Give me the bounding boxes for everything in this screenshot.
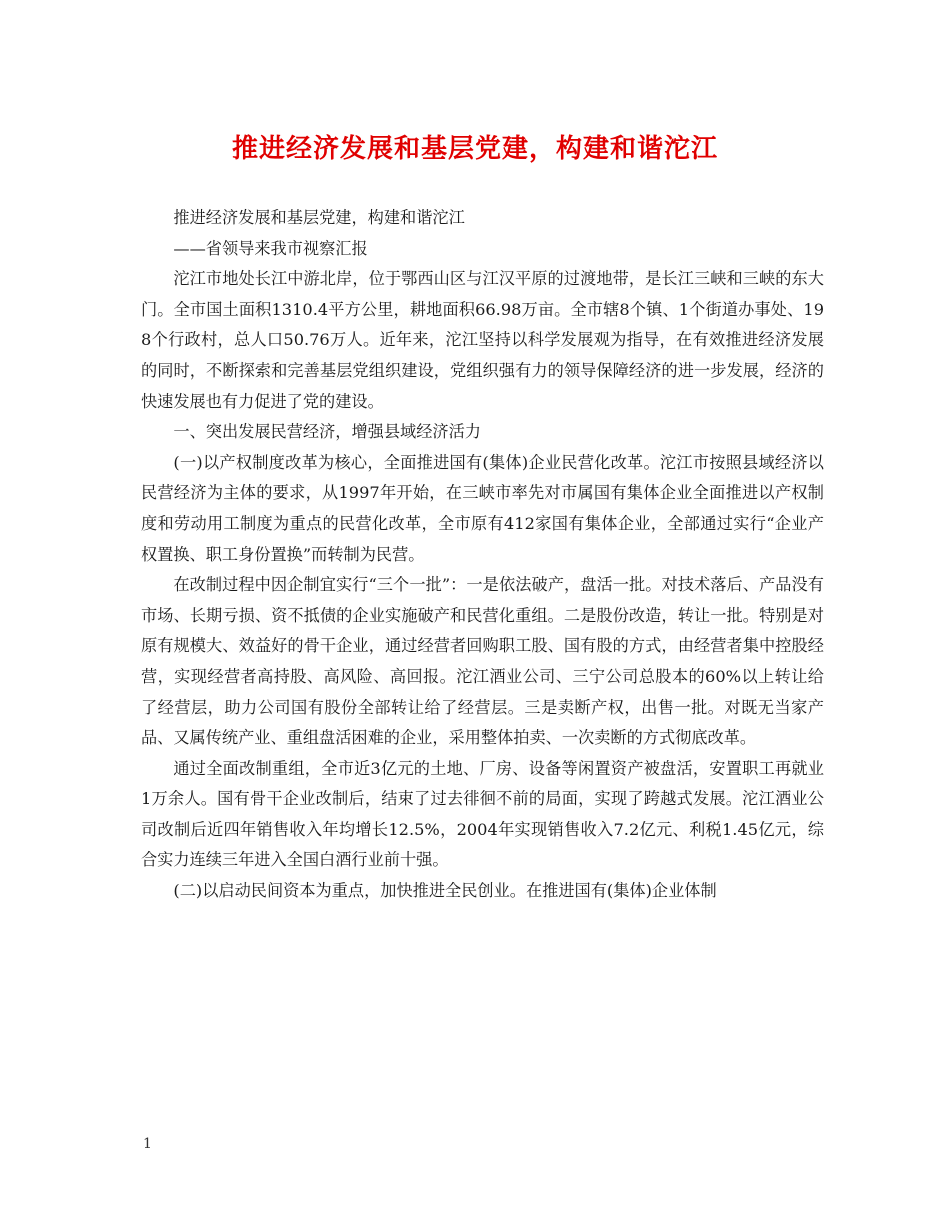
document-body <box>141 203 824 907</box>
paragraph-byline: ——省领导来我市视察汇报 <box>173 238 368 258</box>
section-heading: 一、突出发展民营经济，增强县域经济活力 <box>173 422 481 442</box>
page-number: 1 <box>143 1136 152 1152</box>
document-title: 推进经济发展和基层党建，构建和谐沱江 <box>231 134 718 164</box>
paragraph-reform: (一)以产权制度改革为核心，全面推进国有(集体)企业民营化改革。沱江市按照县域经济以民营经济为主体的要求，从1997年开始，在三峡市率先对市属国有集体企业全面推进以产权制度和劳动用工制度为重点的民营化改革，全市原有412家国有集体企业，全部通过实行“企业产权置换、职工身份置换”而转制为民营。 <box>141 452 824 564</box>
paragraph-private-capital: (二)以启动民间资本为重点，加快推进全民创业。在推进国有(集体)企业体制 <box>173 881 717 901</box>
paragraph-intro: 沱江市地处长江中游北岸，位于鄂西山区与江汉平原的过渡地带，是长江三峡和三峡的东大门。全市国土面积1310.4平方公里，耕地面积66.98万亩。全市辖8个镇、1个街道办事处、198个行政村，总人口50.76万人。近年来，沱江坚持以科学发展观为指导，在有效推进经济发展的同时，不断探索和完善基层党组织建设，党组织强有力的领导保障经济的进一步发展，经济的快速发展也有力促进了党的建设。 <box>141 269 824 411</box>
paragraph-three-batches: 在改制过程中因企制宜实行“三个一批”：一是依法破产，盘活一批。对技术落后、产品没有市场、长期亏损、资不抵债的企业实施破产和民营化重组。二是股份改造，转让一批。特别是对原有规模大、效益好的骨干企业，通过经营者回购职工股、国有股的方式，由经营者集中控股经营，实现经营者高持股、高风险、高回报。沱江酒业公司、三宁公司总股本的60%以上转让给了经营层，助力公司国有股份全部转让给了经营层。三是卖断产权，出售一批。对既无当家产品、又属传统产业、重组盘活困难的企业，采用整体拍卖、一次卖断的方式彻底改革。 <box>141 575 824 748</box>
paragraph-results: 通过全面改制重组，全市近3亿元的土地、厂房、设备等闲置资产被盘活，安置职工再就业1万余人。国有骨干企业改制后，结束了过去徘徊不前的局面，实现了跨越式发展。沱江酒业公司改制后近四年销售收入年均增长12.5%，2004年实现销售收入7.2亿元、利税1.45亿元，综合实力连续三年进入全国白酒行业前十强。 <box>141 758 824 870</box>
paragraph-subtitle: 推进经济发展和基层党建，构建和谐沱江 <box>173 208 465 227</box>
